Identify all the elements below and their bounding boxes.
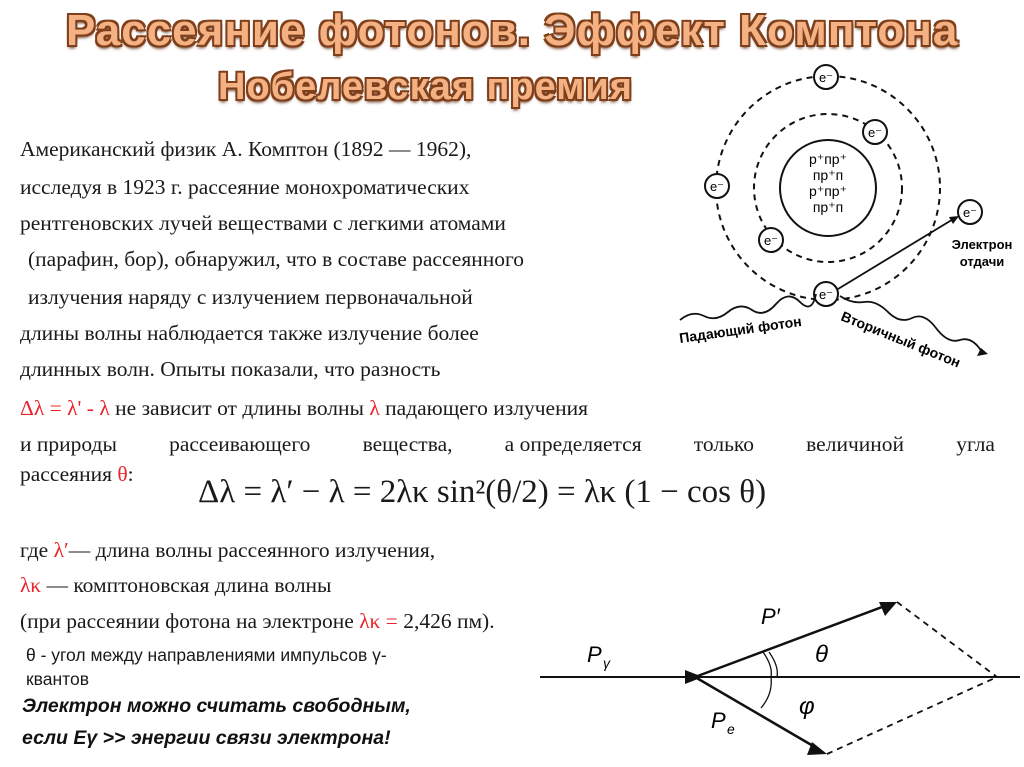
svg-text:e⁻: e⁻ bbox=[867, 125, 883, 140]
text-line: (парафин, бор), обнаружил, что в составе рассеянного bbox=[28, 247, 525, 271]
angle-line bbox=[20, 462, 134, 486]
secondary-arrowhead bbox=[977, 348, 988, 356]
nucleus-label: р⁺пр⁺ bbox=[809, 151, 847, 167]
recoil-electron bbox=[958, 200, 982, 224]
text-line: исследуя в 1923 г. рассеяние монохроматических bbox=[20, 175, 470, 199]
compton-formula bbox=[198, 474, 766, 511]
nucleus-label: пр⁺п bbox=[812, 199, 844, 215]
slide-title: Рассеяние фотонов. Эффект Комптона bbox=[66, 6, 959, 55]
word: и природы bbox=[20, 432, 117, 456]
lambda-prime-symbol: λ′ bbox=[53, 538, 69, 562]
p-gamma-sub: γ bbox=[603, 655, 610, 671]
svg-text:e⁻: e⁻ bbox=[818, 70, 834, 85]
word: угла bbox=[956, 432, 995, 456]
nature-line bbox=[20, 432, 995, 456]
note-line-2: квантов bbox=[26, 669, 90, 689]
momentum-vector-diagram bbox=[535, 590, 1020, 760]
text-line: излучения наряду с излучением первоначальной bbox=[28, 285, 473, 309]
text-line: длинных волн. Опыты показали, что разность bbox=[20, 357, 441, 381]
where-text: — комптоновская длина волны bbox=[41, 573, 332, 597]
slide-subtitle: Нобелевская премия bbox=[218, 66, 633, 108]
electron bbox=[814, 282, 838, 306]
compton-formula-text: Δλ = λ′ − λ = 2λκ sin²(θ/2) = λκ (1 − cos θ) bbox=[198, 474, 767, 510]
recoil-label: Электрон bbox=[951, 237, 1013, 252]
svg-text:e⁻: e⁻ bbox=[709, 179, 725, 194]
where-text: (при рассеянии фотона на электроне bbox=[20, 609, 360, 633]
axis-arrowhead bbox=[685, 670, 703, 684]
nucleus-label: пр⁺п bbox=[812, 167, 844, 183]
phi-label: φ bbox=[799, 693, 815, 720]
angle-text: рассеяния bbox=[20, 462, 118, 486]
p-gamma-prime-label: P′ bbox=[761, 604, 780, 629]
p-e-label: P bbox=[711, 708, 726, 733]
where-line-2 bbox=[20, 573, 332, 597]
parallelogram-dashed-2 bbox=[827, 677, 997, 754]
compton-value: 2,426 пм). bbox=[397, 609, 495, 633]
word: только bbox=[693, 432, 754, 456]
recoil-label: отдачи bbox=[959, 254, 1005, 269]
delta-formula: Δλ = λ' - λ bbox=[20, 396, 110, 420]
where-text: — длина волны рассеянного излучения, bbox=[68, 538, 436, 562]
parallelogram-dashed-1 bbox=[897, 602, 997, 677]
lambda-k-symbol: λκ = bbox=[359, 609, 398, 633]
svg-text:e⁻: e⁻ bbox=[763, 233, 779, 248]
theta-arc bbox=[763, 652, 771, 677]
text-line: Американский физик А. Комптон (1892 — 1962), bbox=[20, 137, 472, 161]
compton-atom-diagram bbox=[670, 58, 1024, 388]
lambda-k-symbol: λκ bbox=[20, 573, 42, 597]
electron bbox=[814, 65, 838, 89]
phi-arc bbox=[761, 677, 771, 708]
nucleus-label: р⁺пр⁺ bbox=[809, 183, 847, 199]
where-line-3 bbox=[20, 609, 495, 633]
svg-text:e⁻: e⁻ bbox=[962, 205, 978, 220]
lambda-symbol: λ bbox=[369, 396, 380, 420]
scattered-arrowhead bbox=[879, 602, 897, 616]
svg-text:e⁻: e⁻ bbox=[818, 287, 834, 302]
word: величиной bbox=[806, 432, 905, 456]
delta-text: не зависит от длины волны bbox=[109, 396, 370, 420]
p-e-sub: e bbox=[727, 721, 735, 737]
word: вещества, bbox=[362, 432, 453, 456]
scattered-photon-vector bbox=[695, 604, 890, 677]
recoil-arrow bbox=[838, 218, 955, 289]
where-prefix: где bbox=[20, 538, 54, 562]
secondary-photon-label: Вторичный фотон bbox=[838, 307, 963, 371]
bold-line-2: если Еγ >> энергии связи электрона! bbox=[22, 727, 391, 749]
word: рассеивающего bbox=[169, 432, 311, 456]
electron bbox=[863, 120, 887, 144]
text-line: длины волны наблюдается также излучение более bbox=[20, 321, 479, 345]
theta-symbol: θ bbox=[117, 462, 128, 486]
theta-label: θ bbox=[815, 641, 829, 668]
incident-photon-label: Падающий фотон bbox=[678, 312, 803, 346]
electron bbox=[705, 174, 729, 198]
delta-tail: падающего излучения bbox=[379, 396, 588, 420]
delta-line bbox=[20, 396, 588, 420]
note-line-1: θ - угол между направлениями импульсов γ- bbox=[26, 645, 387, 665]
bold-line-1: Электрон можно считать свободным, bbox=[22, 695, 411, 717]
colon: : bbox=[127, 462, 134, 486]
electron bbox=[759, 228, 783, 252]
p-gamma-label: P bbox=[587, 642, 602, 667]
word: а определяется bbox=[504, 432, 642, 456]
text-line: рентгеновских лучей веществами с легкими атомами bbox=[20, 211, 506, 235]
where-line-1 bbox=[20, 538, 435, 562]
